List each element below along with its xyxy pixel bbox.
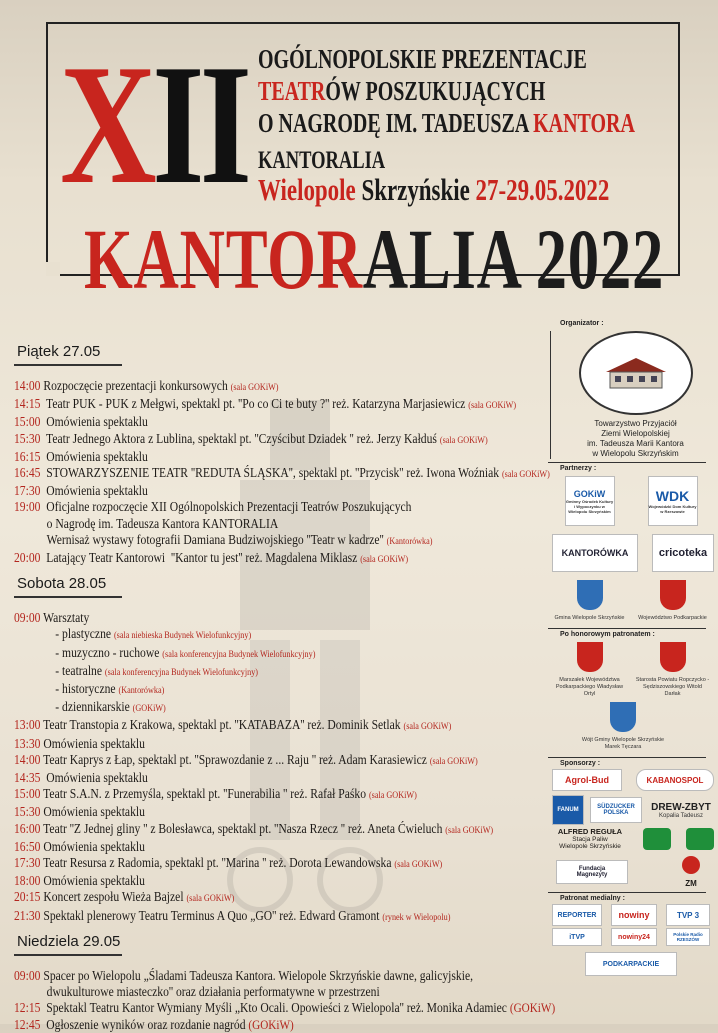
schedule-time: 16:50 <box>14 838 41 854</box>
schedule-item <box>14 873 547 889</box>
media-logo-tvp3: TVP 3 <box>666 904 710 926</box>
schedule-item <box>14 908 547 926</box>
day-heading: Niedziela 29.05 <box>14 932 122 956</box>
sponsor-logo-fundacja-magnezyty: Fundacja Magnezyty <box>556 860 628 884</box>
partner-logo-gokiw: GOKiW Gminny Ośrodek Kultury i Wypoczynku w Wielopolu Skrzyńskim <box>565 476 615 526</box>
schedule-time: 14:15 <box>14 396 41 412</box>
schedule-item <box>14 516 580 532</box>
organizer-name-3: im. Tadeusza Marii Kantora <box>587 439 684 448</box>
schedule-text: Teatr PUK - PUK z Mełgwi, spektakl pt. ''Po co Ci te buty ?'' reż. Katarzyna Marjasiewicz <box>40 396 469 412</box>
organizer-name-4: w Wielopolu Skrzyńskim <box>592 449 679 458</box>
day-heading: Piątek 27.05 <box>14 342 122 366</box>
schedule-item <box>14 396 547 414</box>
schedule-item <box>14 431 547 449</box>
schedule-time: 20:15 <box>14 889 41 905</box>
schedule-time: 15:30 <box>14 804 41 820</box>
partner-logo-kantorowka: KANTORÓWKA <box>552 534 638 572</box>
schedule-venue: (rynek w Wielopolu) <box>382 912 451 923</box>
sponsor-logo-zm: ZM <box>682 856 700 888</box>
schedule-time: 19:00 <box>14 499 41 515</box>
schedule-time: 15:00 <box>14 786 41 802</box>
media-label: Patronat medialny : <box>560 895 625 902</box>
schedule-venue: (GOKiW) <box>132 704 166 715</box>
organizer-name-1: Towarzystwo Przyjaciół <box>594 419 677 428</box>
schedule-text: dwukulturowe miasteczko'' oraz działania performatywne w przestrzeni <box>46 984 380 1000</box>
schedule-text: - plastyczne <box>55 626 114 642</box>
sponsor-drewzbyt: DREW-ZBYT <box>651 801 711 813</box>
schedule-time: 21:30 <box>14 907 41 923</box>
schedule-venue: (sala GOKiW) <box>186 894 235 905</box>
schedule-text: Wernisaż wystawy fotografii Damiana Budziwojskiego ''Teatr w kadrze'' <box>46 531 387 547</box>
schedule-venue: (sala GOKiW) <box>360 555 409 566</box>
program-schedule <box>14 342 556 1033</box>
schedule-time: 20:00 <box>14 550 41 566</box>
house-icon <box>601 356 671 390</box>
schedule-item <box>14 681 588 699</box>
schedule-item <box>14 770 547 786</box>
schedule-text: STOWARZYSZENIE TEATR ''REDUTA ŚLĄSKA'', spektakl pt. ''Przycisk'' reż. Iwona Woźniak <box>40 465 502 481</box>
schedule-item <box>14 889 547 907</box>
schedule-text: - teatralne <box>55 662 105 678</box>
schedule-time: 09:00 <box>14 610 41 626</box>
sponsor-logo-sudzucker: SÜDZUCKER POLSKA <box>590 797 642 823</box>
schedule-venue: (Kantorówka) <box>118 686 165 697</box>
schedule-text: Omówienia spektaklu <box>40 873 145 889</box>
schedule-text: o Nagrodę im. Tadeusza Kantora KANTORALIA <box>46 515 279 531</box>
organizer-name-2: Ziemi Wielopolskiej <box>601 429 670 438</box>
wojt-crest-icon <box>610 702 636 732</box>
schedule-venue: (sala GOKiW) <box>429 756 478 767</box>
partner-wojewodztwo-caption: Województwo Podkarpackie <box>638 615 707 621</box>
schedule-venue: (sala GOKiW) <box>403 722 452 733</box>
schedule-time: 15:30 <box>14 430 41 446</box>
schedule-item <box>14 532 580 550</box>
schedule-text: Latający Teatr Kantorowi ''Kantor tu jest'' reż. Magdalena Miklasz <box>40 550 361 566</box>
schedule-time: 18:00 <box>14 873 41 889</box>
schedule-venue: (sala GOKiW) <box>501 470 550 481</box>
schedule-text: Omówienia spektaklu <box>40 735 145 751</box>
media-logo-reporter: REPORTER <box>552 904 602 926</box>
gmina-crest-icon <box>577 580 603 610</box>
patron-starosta-caption: Starosta Powiatu Ropczycko - Sędziszowskiego Witold Darłak <box>635 677 710 697</box>
schedule-item <box>14 968 547 984</box>
schedule-text: Spacer po Wielopolu „Śladami Tadeusza Kantora. Wielopole Skrzyńskie dawne, galicyjskie, <box>40 967 474 983</box>
media-logo-polskie-radio: Polskie Radio RZESZÓW <box>666 928 710 946</box>
bank-logo-icon-2 <box>686 828 714 850</box>
schedule-text: Omówienia spektaklu <box>40 483 148 499</box>
schedule-item <box>14 483 547 499</box>
media-logo-itvp: iTVP <box>552 928 602 946</box>
schedule-venue: (GOKiW) <box>248 1016 294 1032</box>
schedule-text: Omówienia spektaklu <box>40 804 145 820</box>
schedule-item <box>14 663 588 681</box>
organizer-label: Organizator : <box>560 320 604 327</box>
header-location-date: Wielopole Skrzyńskie 27-29.05.2022 <box>258 172 610 207</box>
schedule-item <box>14 821 547 839</box>
schedule-venue: (Kantorówka) <box>386 536 433 547</box>
schedule-time: 14:00 <box>14 751 41 767</box>
bank-logo-icon <box>643 828 671 850</box>
schedule-text: Omówienia spektaklu <box>40 414 148 430</box>
schedule-item <box>14 610 547 626</box>
header-line-2: TEATRÓW POSZUKUJĄCYCH <box>258 76 546 106</box>
schedule-venue: (sala niebieska Budynek Wielofunkcyjny) <box>113 631 252 642</box>
schedule-item <box>14 449 547 465</box>
schedule-text: Teatr Transtopia z Krakowa, spektakl pt. ''KATABAZA'' reż. Dominik Setlak <box>40 717 404 733</box>
schedule-venue: (sala GOKiW) <box>468 401 517 412</box>
sponsor-logo-kabanospol: KABANOSPOL <box>636 769 714 791</box>
schedule-time: 09:00 <box>14 967 41 983</box>
schedule-time: 14:00 <box>14 378 41 393</box>
schedule-venue: (sala GOKiW) <box>394 860 443 871</box>
roman-numeral-title: XII <box>60 30 248 220</box>
schedule-text: Warsztaty <box>40 610 90 626</box>
schedule-time: 12:45 <box>14 1016 41 1032</box>
schedule-time: 16:15 <box>14 448 41 464</box>
festival-title: KANTORALIA 2022 <box>84 211 665 307</box>
podkarpackie-crest-icon <box>660 580 686 610</box>
schedule-text: Spektakl Teatru Kantor Wymiany Myśli „Kto Ocali. Opowieści z Wielopola'' reż. Monika Adamiec <box>40 1000 510 1016</box>
schedule-item <box>14 752 547 770</box>
marshal-crest-icon <box>577 642 603 672</box>
schedule-venue: (sala GOKiW) <box>368 791 417 802</box>
schedule-time: 13:30 <box>14 735 41 751</box>
partner-gmina-caption: Gmina Wielopole Skrzyńskie <box>554 615 625 621</box>
header-line-4: KANTORALIA <box>258 147 386 174</box>
schedule-venue: (sala GOKiW) <box>439 435 488 446</box>
media-logo-nowiny24: nowiny24 <box>611 928 657 946</box>
partner-logo-cricoteka: cricoteka <box>652 534 714 572</box>
schedule-text: Oficjalne rozpoczęcie XII Ogólnopolskich Prezentacji Teatrów Poszukujących <box>40 499 412 515</box>
schedule-text: Teatr ''Z Jednej gliny '' z Bolesławca, spektakl pt. ''Nasza Rzecz '' reż. Aneta Ćwieluch <box>40 820 446 836</box>
schedule-item <box>14 626 588 644</box>
schedule-time: 17:30 <box>14 855 41 871</box>
schedule-item <box>14 984 580 1000</box>
schedule-time: 14:35 <box>14 770 41 786</box>
schedule-text: Spektakl plenerowy Teatru Terminus A Quo „GO'' reż. Edward Gramont <box>40 907 383 923</box>
sponsor-logo-agrolbud: Agrol-Bud <box>552 769 622 791</box>
day-heading: Sobota 28.05 <box>14 574 122 598</box>
schedule-text: - dziennikarskie <box>55 699 133 715</box>
schedule-item <box>14 465 550 483</box>
sponsor-alfred-location: Wielopole Skrzyńskie <box>559 843 621 850</box>
schedule-item <box>14 378 547 396</box>
schedule-text: Koncert zespołu Wieża Bajzel <box>40 889 187 905</box>
partners-label: Partnerzy : <box>560 465 597 472</box>
schedule-venue: (sala GOKiW) <box>230 383 279 393</box>
schedule-text: Ogłoszenie wyników oraz rozdanie nagród <box>40 1016 249 1032</box>
schedule-venue: (sala konferencyjna Budynek Wielofunkcyjny) <box>104 667 259 678</box>
schedule-item <box>14 855 547 873</box>
footer-logo-podkarpackie: PODKARPACKIE <box>585 952 677 976</box>
schedule-item <box>14 550 547 568</box>
schedule-venue: (GOKiW) <box>509 1000 556 1016</box>
schedule-text: Omówienia spektaklu <box>40 448 148 464</box>
schedule-time: 12:15 <box>14 1000 41 1016</box>
schedule-item <box>14 699 588 717</box>
sponsors-sidebar <box>548 318 714 976</box>
patron-wojt-caption: Wójt Gminy Wielopole Skrzyńskie Marek Tęczara <box>581 737 665 750</box>
schedule-item <box>14 786 547 804</box>
schedule-item <box>14 736 547 752</box>
header-line-3: O NAGRODĘ IM. TADEUSZA KANTORA <box>258 108 635 138</box>
schedule-venue: (sala konferencyjna Budynek Wielofunkcyjny) <box>162 649 316 660</box>
schedule-item <box>14 804 547 820</box>
schedule-time: 17:30 <box>14 483 41 499</box>
schedule-item <box>14 717 547 735</box>
schedule-text: Teatr Kaprys z Łap, spektakl pt. ''Sprawozdanie z ... Raju '' reż. Adam Karasiewicz <box>40 751 430 767</box>
schedule-item <box>14 839 547 855</box>
schedule-time: 15:00 <box>14 414 41 430</box>
schedule-text: - muzyczno - ruchowe <box>55 644 163 660</box>
sponsor-logo-fanum: FANUM <box>552 795 584 825</box>
schedule-time: 13:00 <box>14 717 41 733</box>
schedule-item <box>14 1000 556 1016</box>
sponsor-stacja-paliw: Stacja Paliw <box>572 836 608 843</box>
schedule-text: Teatr Resursa z Radomia, spektakl pt. ''Marina '' reż. Dorota Lewandowska <box>40 855 395 871</box>
sponsor-alfred-regula: ALFRED REGUŁA <box>557 827 623 836</box>
organizer-seal <box>579 331 693 415</box>
sponsor-kopalnia: Kopalia Tadeusz <box>659 812 703 819</box>
sponsors-label: Sponsorzy : <box>560 760 601 767</box>
patronage-label: Po honorowym patronatem : <box>560 631 655 638</box>
starosta-crest-icon <box>660 642 686 672</box>
schedule-item <box>14 1017 547 1033</box>
schedule-text: - historyczne <box>55 681 119 697</box>
schedule-text: Rozpoczęcie prezentacji konkursowych <box>40 378 231 393</box>
schedule-item <box>14 499 547 515</box>
patron-marshal-caption: Marszałek Województwa Podkarpackiego Władysław Ortyl <box>555 677 624 697</box>
schedule-text: Omówienia spektaklu <box>40 838 145 854</box>
schedule-time: 16:45 <box>14 465 41 481</box>
partner-logo-wdk: WDK Wojewódzki Dom Kultury w Rzeszowie <box>648 476 698 526</box>
schedule-item <box>14 414 547 430</box>
schedule-venue: (sala GOKiW) <box>445 825 494 836</box>
schedule-time: 16:00 <box>14 820 41 836</box>
schedule-item <box>14 645 588 663</box>
schedule-text: Teatr S.A.N. z Przemyśla, spektakl pt. ''Funerabilia '' reż. Rafał Paśko <box>40 786 369 802</box>
header-line-1: OGÓLNOPOLSKIE PREZENTACJE <box>258 44 587 74</box>
schedule-text: Omówienia spektaklu <box>40 770 148 786</box>
schedule-text: Teatr Jednego Aktora z Lublina, spektakl pt. ''Czyścibut Dziadek '' reż. Jerzy Kałduś <box>40 430 440 446</box>
media-logo-nowiny: nowiny <box>611 904 657 926</box>
